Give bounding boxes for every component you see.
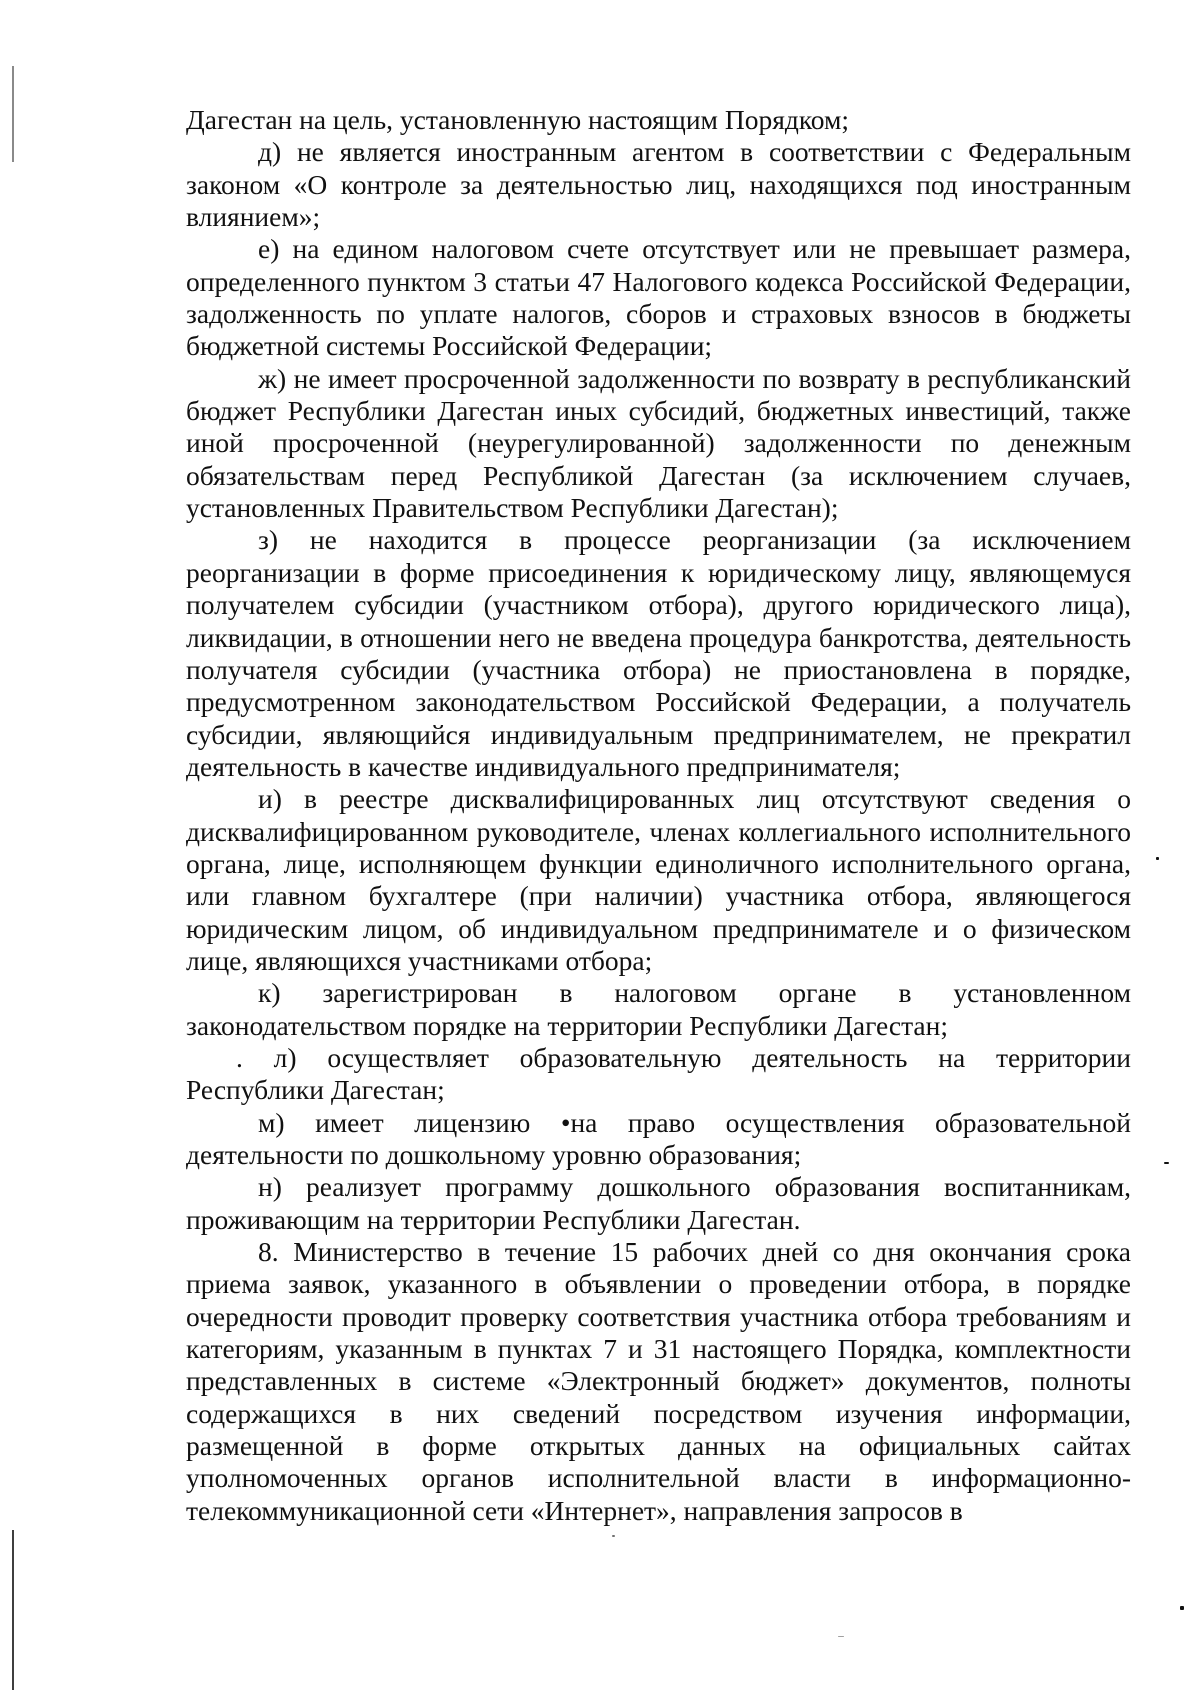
- paragraph-item-z: з) не находится в процессе реорганизации (за исключением реорганизации в форме присоединения к юридическому лицу, являющемуся получателем субсидии (участником отбора), другого юридического лица), ликвидации, в отношении него не введена процедура банкротства, деятельность получателя субсидии (участника отбора) не приостановлена в порядке, предусмотренном законодательством Российской Федерации, а получатель субсидии, являющийся индивидуальным предпринимателем, не прекратил деятельность в качестве индивидуального предпринимателя;: [186, 524, 1131, 782]
- scan-speck: [838, 1636, 844, 1637]
- paragraph-item-l: . л) осуществляет образовательную деятельность на территории Республики Дагестан;: [186, 1041, 1131, 1106]
- scan-speck: [1164, 1162, 1169, 1164]
- scan-speck: [1180, 1606, 1184, 1610]
- paragraph-item-e: е) на едином налоговом счете отсутствует или не превышает размера, определенного пунктом 3 статьи 47 Налогового кодекса Российской Федерации, задолженность по уплате налогов, сборов и страховых взносов в бюджеты бюджетной системы Российской Федерации;: [186, 233, 1131, 362]
- paragraph-continuation: Дагестан на цель, установленную настоящим Порядком;: [186, 104, 850, 135]
- scan-speck: [1156, 857, 1159, 860]
- paragraph-item-i: и) в реестре дисквалифицированных лиц отсутствуют сведения о дисквалифицированном руководителе, членах коллегиального исполнительного органа, лице, исполняющем функции единоличного исполнительного органа, или главном бухгалтере (при наличии) участника отбора, являющегося юридическим лицом, об индивидуальном предпринимателе и о физическом лице, являющихся участниками отбора;: [186, 783, 1131, 976]
- scan-edge-line: [12, 1530, 14, 1690]
- paragraph-item-d: д) не является иностранным агентом в соответствии с Федеральным законом «О контроле за деятельностью лиц, находящихся под иностранным влиянием»;: [186, 136, 1131, 233]
- document-body: [186, 104, 1131, 1527]
- paragraph-item-n: н) реализует программу дошкольного образования воспитанникам, проживающим на территории Республики Дагестан.: [186, 1171, 1131, 1235]
- paragraph-item-m: м) имеет лицензию •на право осуществления образовательной деятельности по дошкольному уровню образования;: [186, 1106, 1131, 1170]
- paragraph-section-8: 8. Министерство в течение 15 рабочих дней со дня окончания срока приема заявок, указанного в объявлении о проведении отбора, в порядке очередности проводит проверку соответствия участника отбора требованиям и категориям, указанным в пунктах 7 и 31 настоящего Порядка, комплектности представленных в системе «Электронный бюджет» документов, полноты содержащихся в них сведений посредством изучения информации, размещенной в форме открытых данных на официальных сайтах уполномоченных органов исполнительной власти в информационно-телекоммуникационной сети «Интернет», направления запросов в: [186, 1236, 1131, 1526]
- scan-speck: [612, 1535, 615, 1537]
- paragraph-item-zh: ж) не имеет просроченной задолженности по возврату в республиканский бюджет Республики Дагестан иных субсидий, бюджетных инвестиций, также иной просроченной (неурегулированной) задолженности по денежным обязательствам перед Республикой Дагестан (за исключением случаев, установленных Правительством Республики Дагестан);: [186, 362, 1131, 524]
- scan-edge-line: [12, 66, 14, 162]
- paragraph-item-k: к) зарегистрирован в налоговом органе в установленном законодательством порядке на территории Республики Дагестан;: [186, 977, 1131, 1041]
